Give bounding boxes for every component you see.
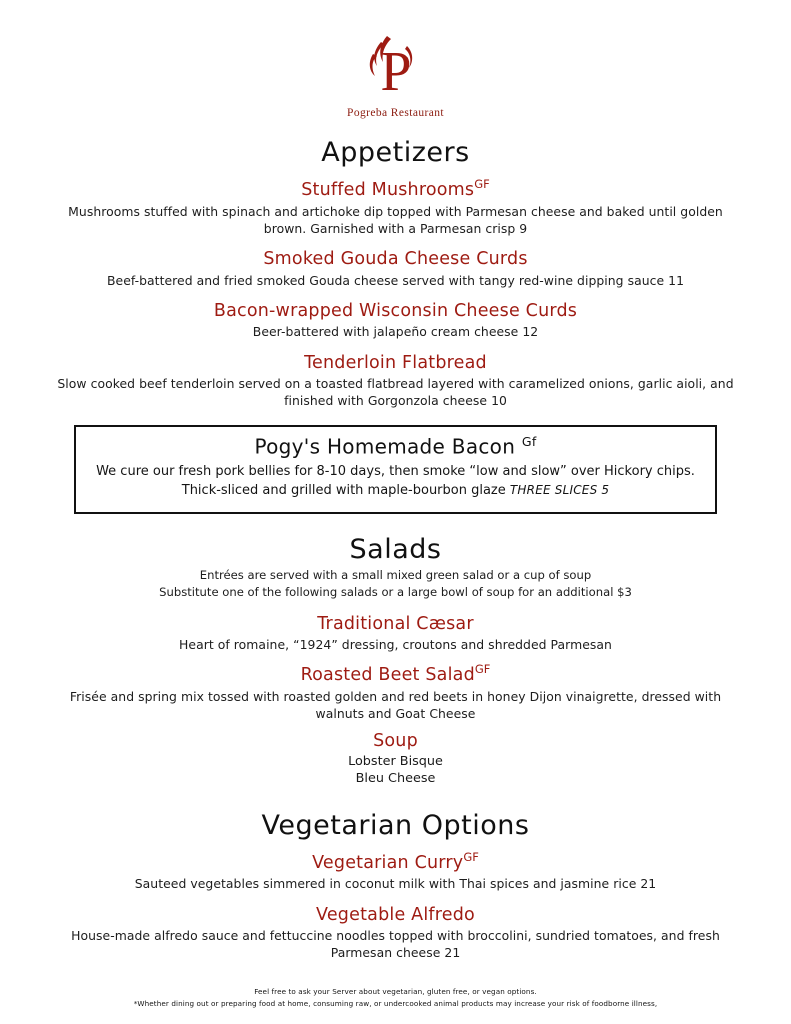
- menu-item-description: House-made alfredo sauce and fettuccine noodles topped with broccolini, sundried tomatoes, and fresh Parmesan cheese 21: [71, 928, 720, 961]
- menu-item-label: Traditional Cæsar: [317, 613, 474, 634]
- menu-item: [46, 662, 745, 722]
- menu-item-description: Beef-battered and fried smoked Gouda cheese served with tangy red-wine dipping sauce 11: [106, 272, 685, 288]
- menu-item-description: Frisée and spring mix tossed with roasted golden and red beets in honey Dijon vinaigrette, dressed with walnuts and Goat Cheese: [69, 689, 722, 722]
- featured-item-description: [90, 463, 701, 501]
- menu-item: [46, 611, 745, 654]
- menu-item-name: [46, 350, 745, 375]
- section-title-salads: Salads: [349, 533, 442, 565]
- logo-monogram-icon: [341, 32, 451, 106]
- menu-item-name: [46, 902, 745, 927]
- featured-item-box: [74, 425, 717, 513]
- menu-item: [46, 177, 745, 237]
- gluten-free-marker: GF: [463, 849, 479, 864]
- menu-item-label: Stuffed Mushrooms: [301, 179, 475, 200]
- menu-item-label: Bacon-wrapped Wisconsin Cheese Curds: [213, 300, 578, 321]
- menu-item-description: Mushrooms stuffed with spinach and artichoke dip topped with Parmesan cheese and baked until golden brown. Garnished with a Parmesan crisp 9: [68, 203, 723, 236]
- footer-note-dietary: Feel free to ask your Server about vegetarian, gluten free, or vegan options.: [254, 986, 537, 996]
- gluten-free-marker: GF: [474, 177, 490, 191]
- menu-item-name: [46, 177, 745, 202]
- menu-item: [46, 246, 745, 289]
- featured-item-portion: THREE SLICES 5: [509, 482, 610, 497]
- menu-item-label: Vegetarian Curry: [312, 852, 464, 873]
- footer-note-disclaimer: *Whether dining out or preparing food at home, consuming raw, or undercooked animal products may increase your risk of foodborne illness,: [133, 998, 658, 1008]
- svg-text:P: P: [379, 41, 412, 103]
- soup-option: Bleu Cheese: [355, 771, 436, 787]
- menu-item: [46, 850, 745, 893]
- menu-item-name: [46, 298, 745, 323]
- menu-item: [46, 902, 745, 962]
- menu-item: [46, 298, 745, 341]
- gluten-free-marker: GF: [474, 662, 491, 677]
- soup-option: Lobster Bisque: [348, 754, 443, 770]
- menu-item-soup: [46, 731, 745, 787]
- featured-item-desc-text: We cure our fresh pork bellies for 8-10 days, then smoke “low and slow” over Hickory chips. Thick-sliced and grilled with maple-bourbon glaze: [96, 464, 695, 498]
- section-title-vegetarian: Vegetarian Options: [261, 809, 530, 841]
- salads-note-2: Substitute one of the following salads or a large bowl of soup for an additional $3: [159, 585, 632, 600]
- menu-item-label: Roasted Beet Salad: [300, 665, 475, 686]
- menu-item-name: Soup: [373, 731, 418, 752]
- gluten-free-marker: Gf: [521, 434, 537, 450]
- restaurant-logo: [46, 32, 745, 119]
- menu-item-description: Sauteed vegetables simmered in coconut milk with Thai spices and jasmine rice 21: [134, 876, 657, 892]
- menu-item-name: [46, 850, 745, 875]
- menu-item-description: Beer-battered with jalapeño cream cheese 12: [252, 324, 539, 340]
- menu-item-name: [46, 611, 745, 636]
- logo-restaurant-name: Pogreba Restaurant: [347, 107, 444, 119]
- featured-item-label: Pogy's Homemade Bacon: [254, 435, 516, 460]
- menu-item-label: Vegetable Alfredo: [316, 904, 475, 925]
- menu-item: [46, 350, 745, 410]
- menu-footer: [0, 986, 791, 1010]
- menu-item-name: [46, 246, 745, 271]
- salads-note-1: Entrées are served with a small mixed green salad or a cup of soup: [199, 567, 592, 582]
- menu-item-name: [46, 662, 745, 687]
- section-title-appetizers: Appetizers: [321, 137, 470, 168]
- featured-item-name: [90, 434, 701, 459]
- menu-item-label: Smoked Gouda Cheese Curds: [263, 248, 528, 269]
- menu-item-label: Tenderloin Flatbread: [304, 352, 487, 373]
- menu-item-description: Heart of romaine, “1924” dressing, croutons and shredded Parmesan: [179, 637, 612, 653]
- menu-item-description: Slow cooked beef tenderloin served on a toasted flatbread layered with caramelized onions, garlic aioli, and finished with Gorgonzola cheese 10: [57, 376, 734, 409]
